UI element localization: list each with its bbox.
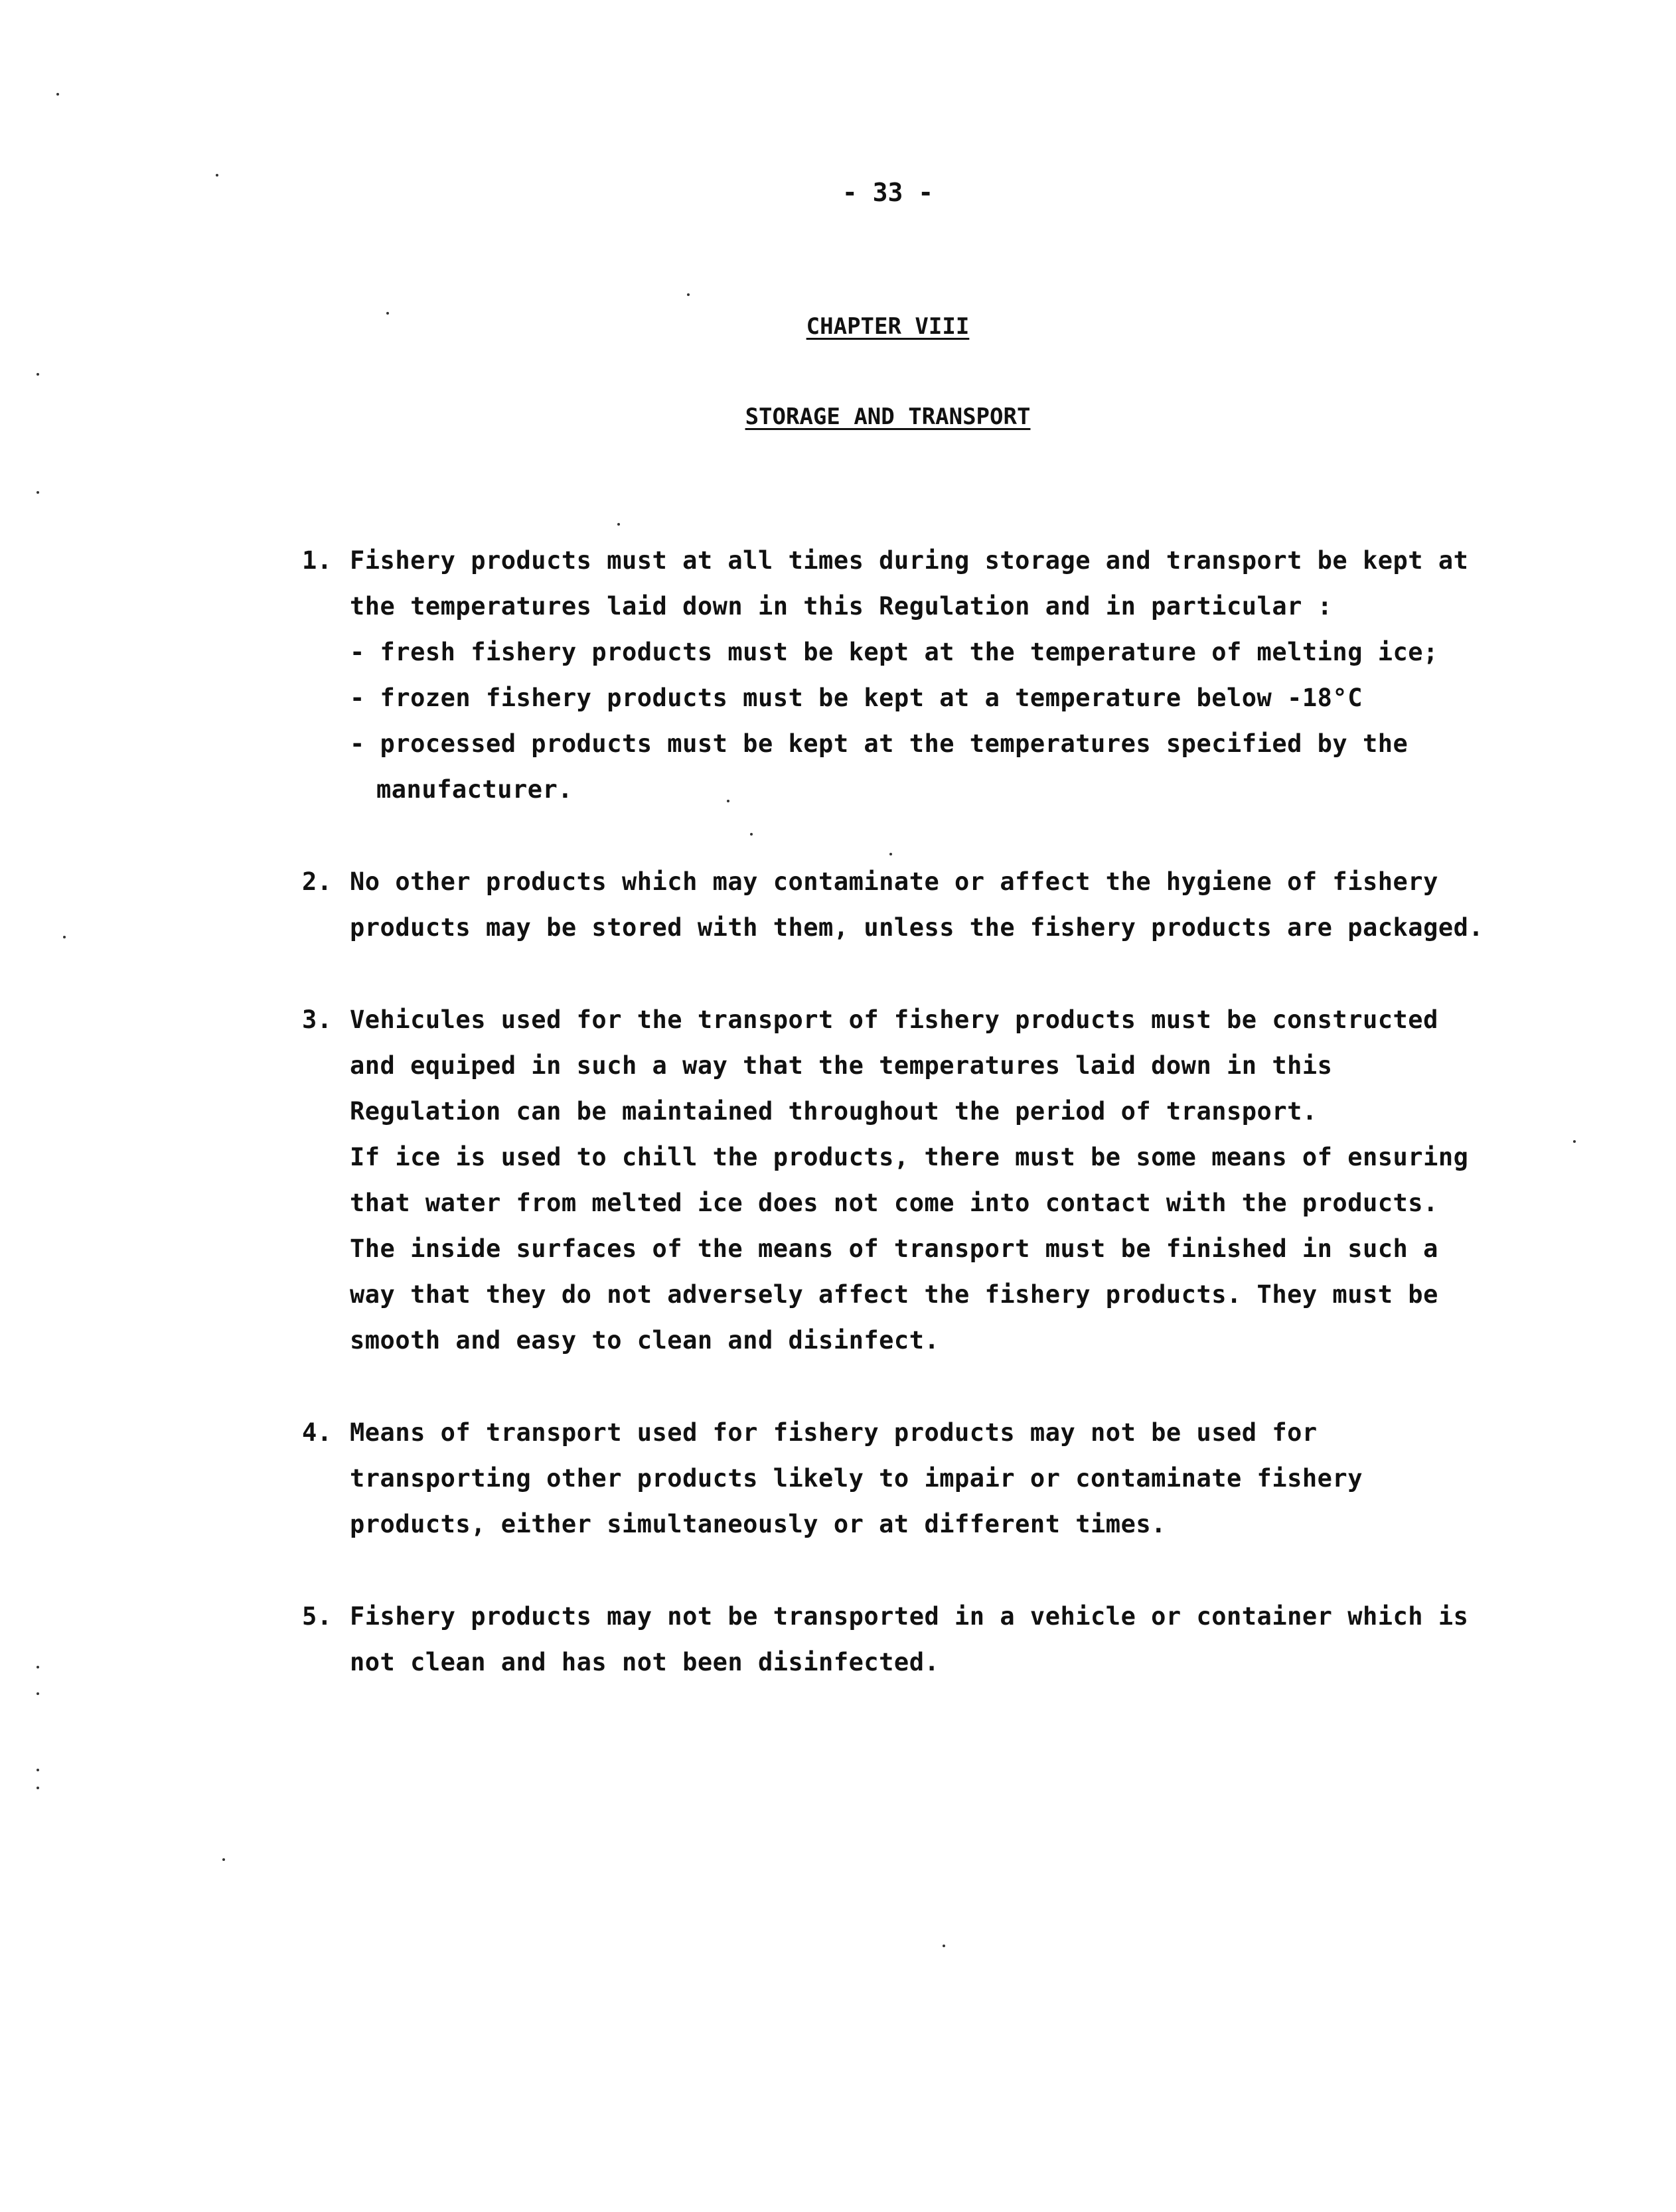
item-line: the temperatures laid down in this Regulation and in particular : [350, 592, 1333, 621]
item-line: and equiped in such a way that the temperatures laid down in this [350, 1051, 1333, 1080]
item-line: The inside surfaces of the means of transport must be finished in such a [350, 1234, 1438, 1263]
scan-speck [750, 833, 753, 836]
scan-speck [222, 1858, 225, 1861]
bullet-line: - fresh fishery products must be kept at the temperature of melting ice; [350, 638, 1438, 666]
list-item [302, 859, 1517, 950]
item-number: 3. [302, 1005, 333, 1034]
bullet-continuation: manufacturer. [376, 775, 573, 804]
item-number: 4. [302, 1418, 333, 1447]
section-title: STORAGE AND TRANSPORT [745, 404, 1031, 430]
item-line: that water from melted ice does not come into contact with the products. [350, 1189, 1438, 1217]
item-number: 5. [302, 1602, 333, 1631]
scan-speck [216, 174, 218, 177]
scan-speck [37, 1692, 39, 1695]
scan-speck [37, 491, 39, 494]
bullet-line: - processed products must be kept at the temperatures specified by the [350, 729, 1409, 758]
item-line: transporting other products likely to impair or contaminate fishery [350, 1464, 1363, 1493]
list-item [302, 1593, 1517, 1685]
list-item [302, 538, 1517, 812]
item-number: 2. [302, 867, 333, 896]
item-line: products may be stored with them, unless the fishery products are packaged. [350, 913, 1484, 942]
item-line: way that they do not adversely affect the fishery products. They must be [350, 1280, 1438, 1309]
scan-speck [617, 523, 620, 526]
scan-speck [889, 853, 892, 855]
item-line: smooth and easy to clean and disinfect. [350, 1326, 940, 1355]
list-item [302, 1410, 1517, 1547]
bullet-line: - frozen fishery products must be kept at a temperature below -18°C [350, 684, 1363, 712]
scan-speck [63, 936, 66, 938]
item-line: Fishery products may not be transported in a vehicle or container which is [350, 1602, 1469, 1631]
item-line: No other products which may contaminate or affect the hygiene of fishery [350, 867, 1438, 896]
chapter-title: CHAPTER VIII [806, 313, 970, 340]
item-line: If ice is used to chill the products, there must be some means of ensuring [350, 1143, 1469, 1171]
item-line: Vehicules used for the transport of fishery products must be constructed [350, 1005, 1438, 1034]
item-number: 1. [302, 546, 333, 575]
scan-speck [386, 312, 389, 315]
item-line: Means of transport used for fishery products may not be used for [350, 1418, 1318, 1447]
item-line: not clean and has not been disinfected. [350, 1648, 940, 1676]
document-body [302, 538, 1517, 1732]
scan-speck [943, 1945, 945, 1947]
scan-speck [37, 373, 39, 376]
scan-speck [37, 1769, 39, 1771]
item-line: products, either simultaneously or at different times. [350, 1510, 1166, 1538]
list-item [302, 997, 1517, 1363]
scan-speck [1573, 1140, 1576, 1143]
page-number: - 33 - [842, 178, 934, 207]
scan-speck [727, 800, 729, 802]
scan-speck [37, 1787, 39, 1789]
scan-speck [56, 93, 59, 96]
scan-speck [687, 293, 690, 296]
item-line: Fishery products must at all times during storage and transport be kept at [350, 546, 1469, 575]
scan-speck [37, 1666, 39, 1668]
item-line: Regulation can be maintained throughout the period of transport. [350, 1097, 1318, 1126]
